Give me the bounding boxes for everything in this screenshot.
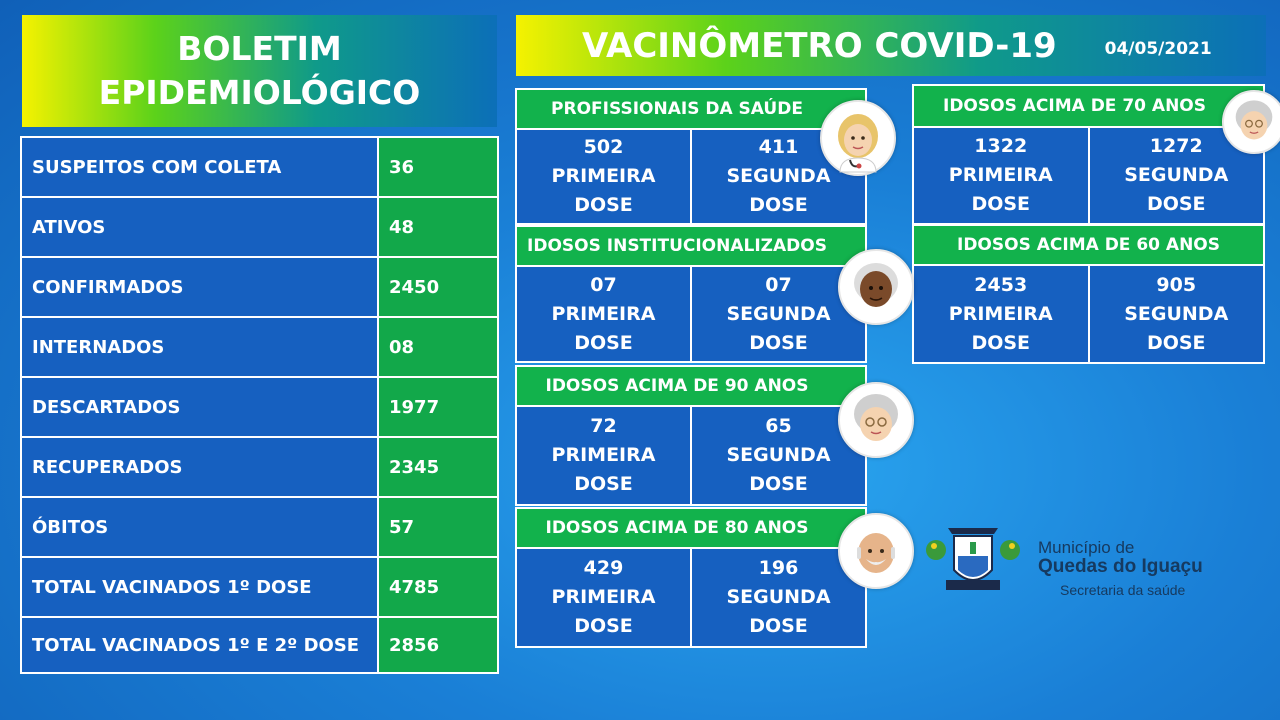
first-dose-label: PRIMEIRA [551,302,656,325]
date-label: 04/05/2021 [1104,38,1212,59]
second-dose-label: SEGUNDA [726,302,831,325]
row-label: TOTAL VACINADOS 1º E 2º DOSE [21,617,378,673]
row-label: SUSPEITOS COM COLETA [21,137,378,197]
first-dose-cell [914,266,1088,362]
second-dose-count: 07 [765,273,792,296]
table-row [21,557,498,617]
boletim-title-line1: BOLETIM [177,29,342,68]
row-label: DESCARTADOS [21,377,378,437]
row-value: 2450 [378,257,498,317]
nurse-icon [820,100,896,176]
dose-label: DOSE [1146,331,1206,354]
dose-label: DOSE [749,331,808,354]
municipio-line1: Município de [1038,538,1135,557]
row-label: ÓBITOS [21,497,378,557]
first-dose-cell [914,128,1088,223]
dose-label: DOSE [971,193,1031,215]
dose-label: DOSE [749,615,808,637]
first-dose-cell [517,549,690,646]
dose-label: DOSE [574,473,633,495]
table-row [21,437,498,497]
first-dose-cell [517,267,690,361]
table-row [21,497,498,557]
second-dose-count: 411 [758,136,799,158]
table-row [21,137,498,197]
first-dose-label: PRIMEIRA [948,164,1053,186]
second-dose-label: SEGUNDA [726,586,831,608]
dose-label: DOSE [574,615,633,637]
table-row [21,377,498,437]
old-man-dark-icon [838,249,914,325]
row-label: INTERNADOS [21,317,378,377]
vacinometro-title [516,15,1266,76]
second-dose-count: 196 [758,557,799,579]
second-dose-label: SEGUNDA [1124,164,1229,186]
row-label: CONFIRMADOS [21,257,378,317]
second-dose-label: SEGUNDA [726,165,831,187]
table-row [21,617,498,673]
dose-label: DOSE [1146,193,1206,215]
boletim-title-line2: EPIDEMIOLÓGICO [98,73,421,112]
secretaria-label: Secretaria da saúde [1060,582,1186,598]
row-value: 08 [378,317,498,377]
table-row [21,197,498,257]
first-dose-count: 72 [590,415,617,437]
dose-label: DOSE [749,473,808,495]
dose-label: DOSE [749,194,808,216]
municipio-logo [918,520,1268,605]
first-dose-count: 502 [583,136,624,158]
first-dose-label: PRIMEIRA [551,165,656,187]
row-label: TOTAL VACINADOS 1º DOSE [21,557,378,617]
first-dose-count: 07 [590,273,617,296]
old-woman-icon [1222,90,1280,154]
first-dose-cell [517,407,690,504]
group-header: IDOSOS ACIMA DE 70 ANOS [914,86,1263,128]
row-value: 4785 [378,557,498,617]
group-header: PROFISSIONAIS DA SAÚDE [517,90,865,130]
dose-label: DOSE [574,194,633,216]
row-label: ATIVOS [21,197,378,257]
table-row [21,257,498,317]
row-value: 36 [378,137,498,197]
table-row [21,317,498,377]
group-idosos-60 [912,224,1265,364]
row-label: RECUPERADOS [21,437,378,497]
row-value: 2345 [378,437,498,497]
second-dose-label: SEGUNDA [1124,302,1229,325]
first-dose-count: 429 [583,557,624,579]
second-dose-count: 1272 [1149,135,1203,157]
second-dose-count: 905 [1156,273,1197,296]
group-header: IDOSOS INSTITUCIONALIZADOS [517,227,865,267]
first-dose-label: PRIMEIRA [551,586,656,608]
first-dose-label: PRIMEIRA [551,444,656,466]
row-value: 2856 [378,617,498,673]
boletim-table [20,136,499,674]
group-idosos-70 [912,84,1265,225]
second-dose-cell [1088,266,1264,362]
group-idosos-90 [515,365,867,506]
first-dose-cell [517,130,690,223]
first-dose-count: 2453 [974,273,1028,296]
dose-label: DOSE [971,331,1031,354]
old-woman-icon [838,382,914,458]
group-idosos-80 [515,507,867,648]
dose-label: DOSE [574,331,633,354]
second-dose-count: 65 [765,415,792,437]
coat-of-arms-icon [918,520,1028,605]
boletim-title [22,15,497,127]
group-idosos-institucionalizados [515,225,867,363]
municipio-line2: Quedas do Iguaçu [1038,556,1203,577]
row-value: 57 [378,497,498,557]
row-value: 1977 [378,377,498,437]
group-header: IDOSOS ACIMA DE 90 ANOS [517,367,865,407]
group-header: IDOSOS ACIMA DE 80 ANOS [517,509,865,549]
row-value: 48 [378,197,498,257]
second-dose-cell [690,549,865,646]
group-profissionais-saude [515,88,867,225]
vacinometro-title-text: VACINÔMETRO COVID-19 [582,25,1057,66]
first-dose-label: PRIMEIRA [948,302,1053,325]
group-header: IDOSOS ACIMA DE 60 ANOS [914,226,1263,266]
old-man-icon [838,513,914,589]
first-dose-count: 1322 [974,135,1028,157]
second-dose-label: SEGUNDA [726,444,831,466]
